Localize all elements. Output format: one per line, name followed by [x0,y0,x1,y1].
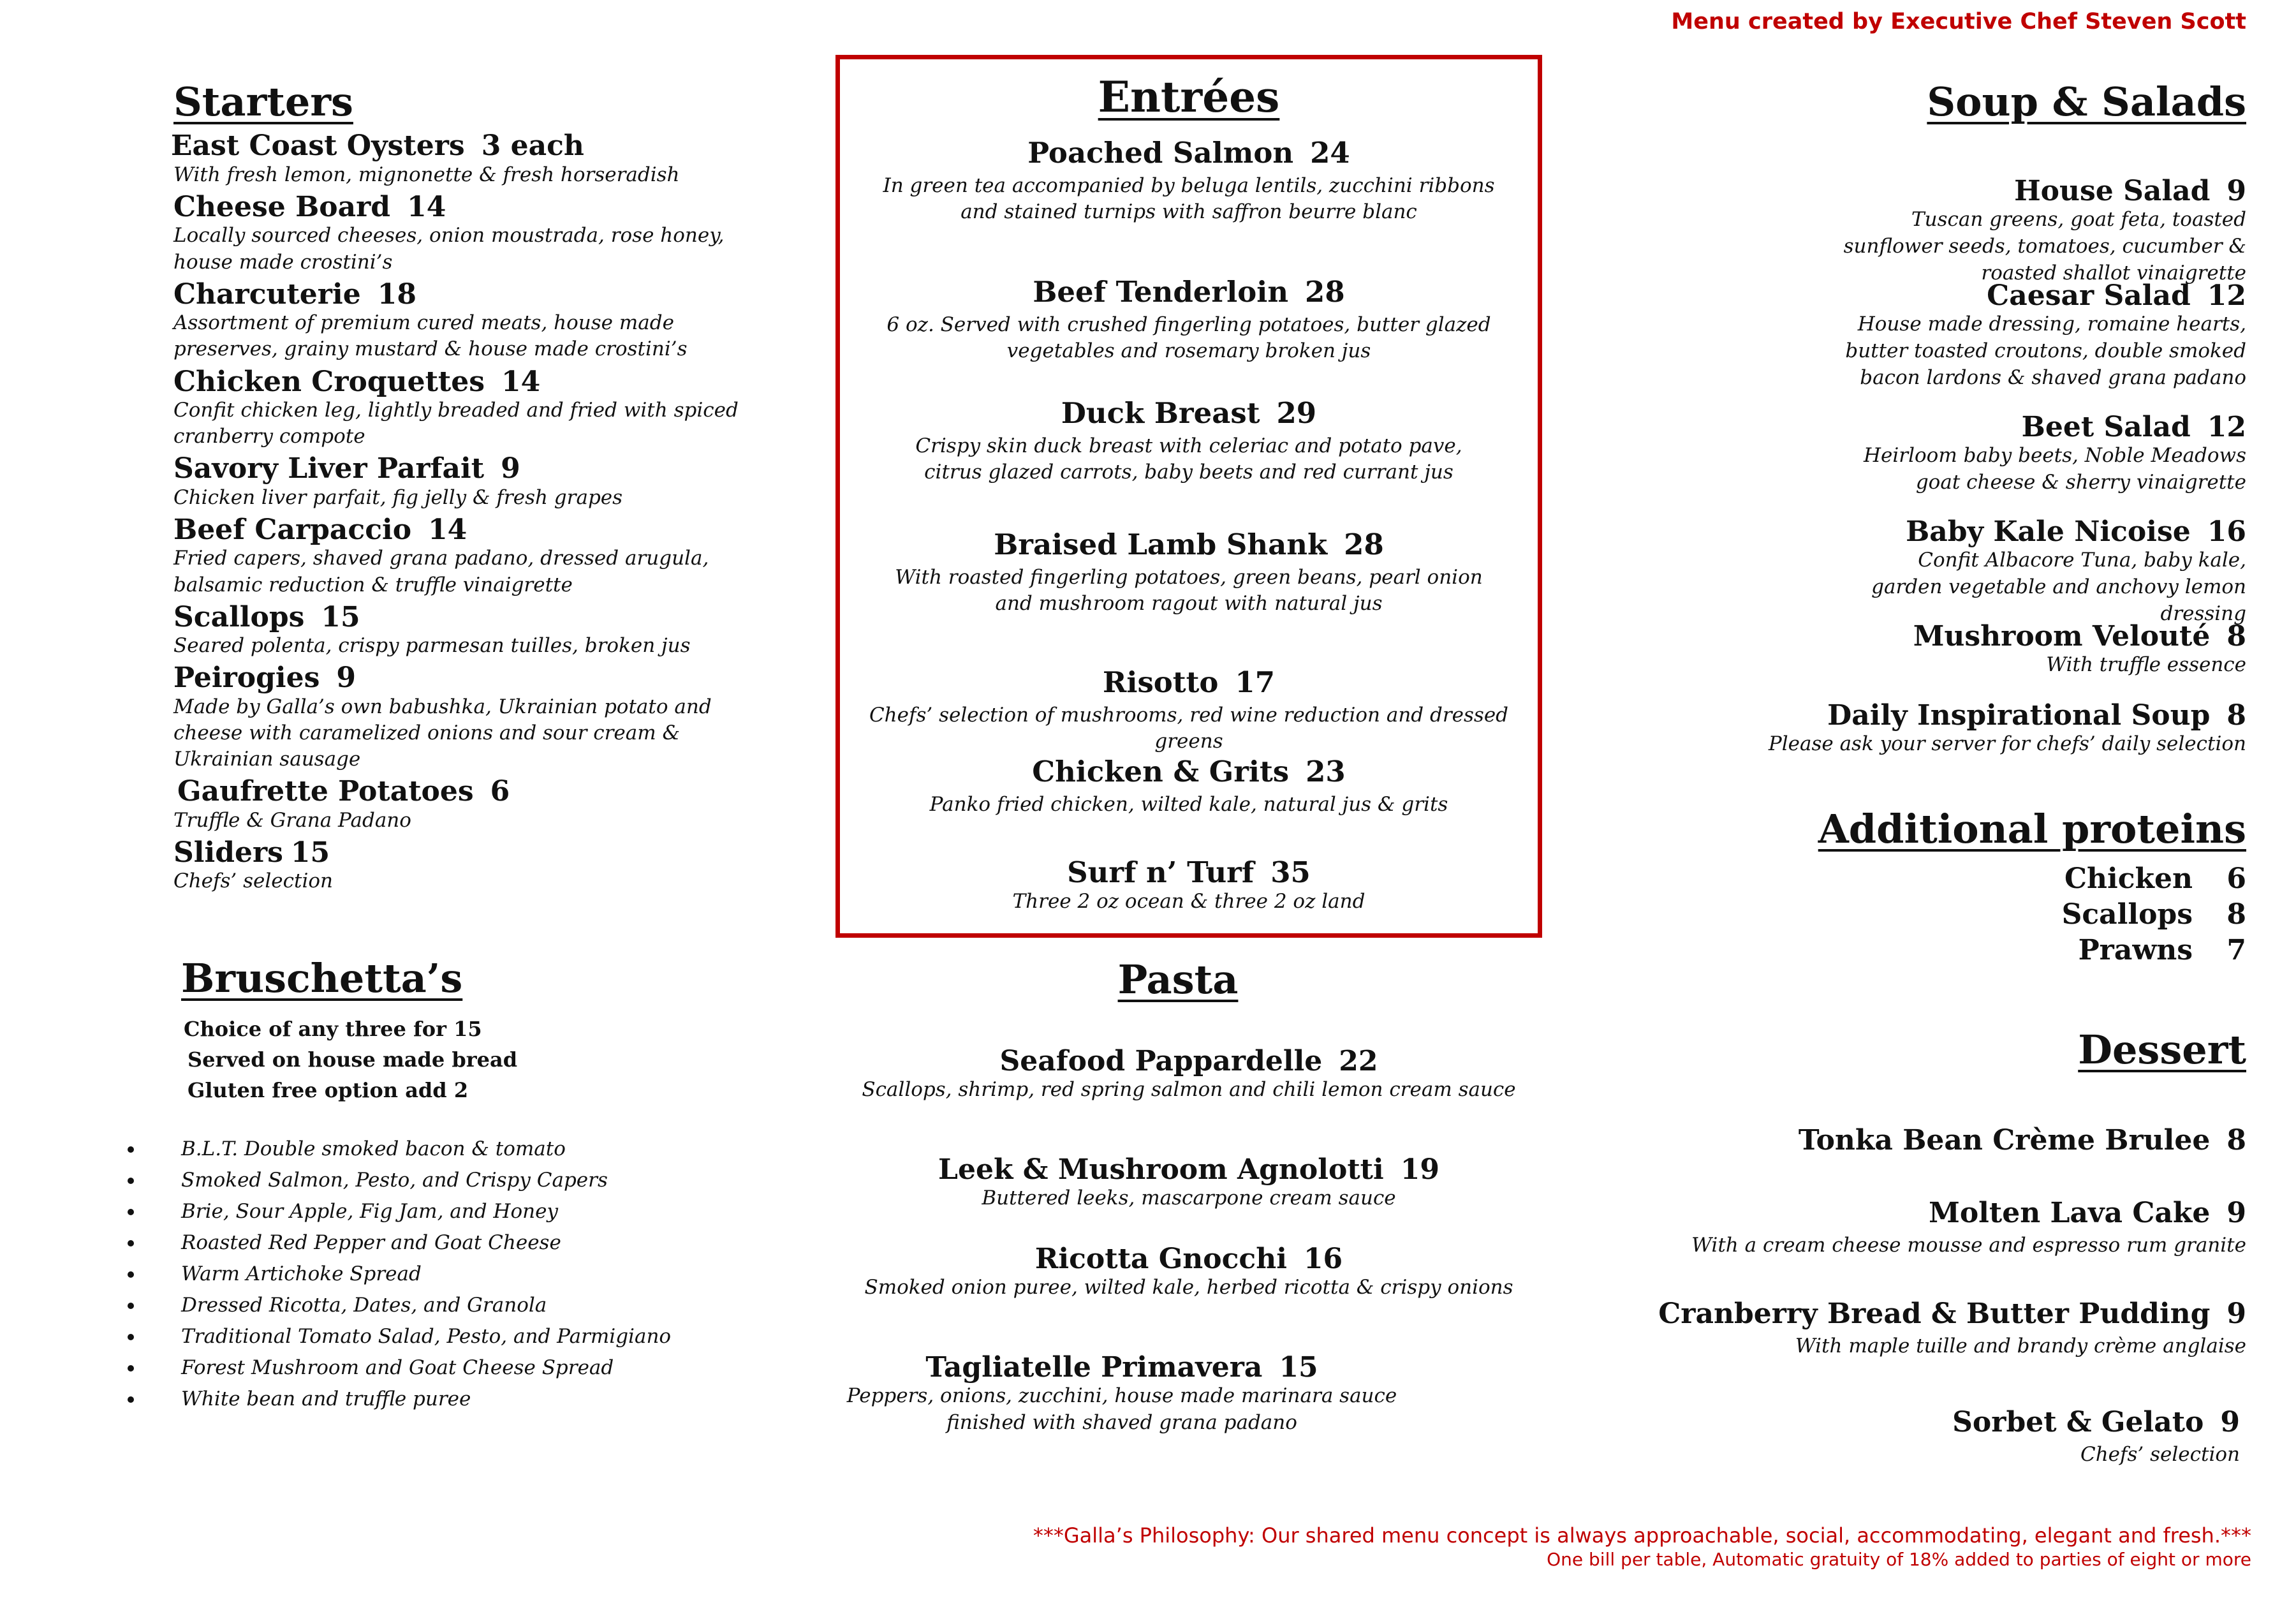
item-price: 17 [1235,665,1276,699]
item-name: Cheese Board [173,190,391,223]
item-name: Peirogies [173,662,320,695]
item-price: 9 [501,452,520,485]
pasta-item [835,1046,1542,1104]
entree-item [840,667,1538,755]
item-name: Beef Carpaccio [173,514,412,546]
dessert-item [1602,1407,2240,1468]
dessert-item [1608,1198,2246,1259]
item-name: Prawns [2078,934,2193,966]
bruschetta-option: Warm Artichoke Spread [128,1259,702,1290]
soup-item [1608,621,2246,679]
bruschetta-option: Traditional Tomato Salad, Pesto, and Parmigiano [128,1321,702,1352]
item-name: Tonka Bean Crème Brulee [1798,1124,2211,1157]
starter-item [173,775,747,834]
item-price: 14 [428,514,467,546]
bruschetta-section [181,956,755,1415]
entree-item [840,756,1538,818]
protein-item [1608,861,2246,897]
bruschetta-option: White bean and truffle puree [128,1384,702,1415]
soup-item [1608,412,2246,496]
item-name: Poached Salmon [1027,136,1294,170]
entree-item [840,529,1538,618]
item-price: 18 [377,277,416,311]
item-name: Baby Kale Nicoise [1906,515,2191,548]
item-desc: Confit Albacore Tuna, baby kale, garden vegetable and anchovy lemon dressing [1871,549,2246,626]
chef-credit: Menu created by Executive Chef Steven Scott [1671,9,2246,34]
item-name: Braised Lamb Shank [994,528,1328,561]
item-price: 7 [2226,934,2246,966]
entree-item [840,276,1538,365]
item-name: Sorbet & Gelato [1952,1406,2204,1439]
gratuity-note: One bill per table, Automatic gratuity of 18% added to parties of eight or more [1547,1549,2251,1570]
item-price: 29 [1276,396,1317,430]
entree-item [840,397,1538,486]
item-price: 9 [336,662,357,695]
starters-section [173,79,747,895]
item-desc: With a cream cheese mousse and espresso rum granite [1691,1234,2246,1257]
item-desc: Seared polenta, crispy parmesan tuilles, broken jus [173,634,691,658]
item-desc: House made dressing, romaine hearts, butter toasted croutons, double smoked bacon lardons & shaved grana padano [1845,313,2246,390]
protein-item [1608,897,2246,933]
item-name: Cranberry Bread & Butter Pudding [1658,1298,2211,1330]
pasta-heading: Pasta [1117,956,1239,1003]
item-desc: With roasted fingerling potatoes, green beans, pearl onion and mushroom ragout with natural jus [895,565,1483,616]
item-price: 9 [2226,175,2246,207]
bruschetta-heading: Bruschetta’s [181,955,463,1002]
item-name: Sliders [173,836,283,869]
item-price: 23 [1306,755,1346,788]
item-name: Caesar Salad [1987,279,2191,312]
bruschetta-option: Brie, Sour Apple, Fig Jam, and Honey [128,1196,702,1227]
right-column [1608,79,2246,1508]
item-price: 12 [2207,411,2246,443]
item-desc: Locally sourced cheeses, onion moustrada, rose honey, house made crostini’s [173,224,725,274]
item-desc: Three 2 oz ocean & three 2 oz land [1012,889,1365,913]
item-name: Daily Inspirational Soup [1827,699,2211,732]
item-name: Scallops [173,600,305,633]
starter-item [173,279,747,363]
pasta-section [835,957,1542,1467]
item-price: 6 [490,775,510,808]
starter-item [171,131,747,188]
item-desc: In green tea accompanied by beluga lentils, zucchini ribbons and stained turnips with saffron beurre blanc [883,174,1495,224]
item-name: Beet Salad [2021,411,2191,443]
item-price: 8 [2226,898,2246,931]
item-name: House Salad [2014,175,2211,207]
item-price: 9 [2226,1197,2246,1229]
entrees-section [835,55,1542,938]
pasta-item [797,1352,1446,1437]
item-name: Ricotta Gnocchi [1034,1243,1287,1275]
entree-item [840,857,1538,915]
bruschetta-info-line: Served on house made bread [188,1047,518,1072]
item-name: Beef Tenderloin [1033,275,1289,309]
item-price: 3 each [481,129,584,163]
item-name: Chicken [2064,862,2193,895]
item-name: Tagliatelle Primavera [925,1351,1263,1384]
starters-heading: Starters [173,78,353,125]
item-price: 24 [1310,136,1350,170]
starter-item [173,454,747,511]
item-price: 16 [1303,1243,1343,1275]
item-desc: Chicken liver parfait, fig jelly & fresh grapes [173,485,623,509]
item-price: 6 [2226,862,2246,895]
item-desc: Made by Galla’s own babushka, Ukrainian potato and cheese with caramelized onions and sour cream & Ukrainian sausage [173,695,712,771]
item-price: 14 [407,190,446,223]
item-price: 28 [1344,528,1384,561]
item-price: 19 [1400,1153,1439,1186]
item-name: Surf n’ Turf [1067,855,1255,889]
item-price: 12 [2207,279,2246,312]
soup-item [1608,281,2246,392]
item-name: Leek & Mushroom Agnolotti [938,1153,1384,1186]
bruschetta-option: Roasted Red Pepper and Goat Cheese [128,1227,702,1259]
item-price: 14 [501,365,541,398]
item-name: Mushroom Velouté [1913,620,2211,653]
item-desc: Chefs’ selection [173,869,333,893]
item-desc: Scallops, shrimp, red spring salmon and chili lemon cream sauce [862,1078,1516,1102]
pasta-item [835,1155,1542,1212]
item-desc: Peppers, onions, zucchini, house made marinara sauce finished with shaved grana padano [846,1384,1397,1435]
bruschetta-option: Smoked Salmon, Pesto, and Crispy Capers [128,1165,702,1196]
bruschetta-info-line: Gluten free option add 2 [188,1078,469,1103]
item-name: Molten Lava Cake [1929,1197,2211,1229]
item-price: 28 [1305,275,1345,309]
item-desc: With fresh lemon, mignonette & fresh horseradish [173,163,680,186]
item-name: Duck Breast [1061,396,1260,430]
starter-item [173,663,747,773]
item-desc: Chefs’ selection of mushrooms, red wine reduction and dressed greens [869,703,1509,753]
bruschetta-info-line: Choice of any three for 15 [184,1017,482,1042]
dessert-heading: Dessert [2078,1026,2246,1073]
item-price: 8 [2226,699,2246,732]
item-name: Gaufrette Potatoes [177,775,474,808]
soups-heading: Soup & Salads [1927,78,2246,125]
item-desc: Crispy skin duck breast with celeriac and potato pave, citrus glazed carrots, baby beets and red currant jus [915,434,1462,484]
soup-item [1608,176,2246,287]
item-name: Charcuterie [173,277,361,311]
proteins-heading: Additional proteins [1818,806,2246,852]
entrees-heading: Entrées [1098,72,1280,122]
bruschetta-option: Forest Mushroom and Goat Cheese Spread [128,1352,702,1384]
entree-item [840,137,1538,226]
item-price: 8 [2226,1124,2246,1157]
item-price: 9 [2226,1298,2246,1330]
item-desc: Tuscan greens, goat feta, toasted sunflower seeds, tomatoes, cucumber & roasted shallot vinaigrette [1843,208,2246,285]
pasta-item [835,1244,1542,1301]
item-price: 8 [2226,620,2246,653]
soup-item [1608,517,2246,628]
item-name: Savory Liver Parfait [173,452,485,485]
item-price: 15 [290,836,330,869]
item-desc: Fried capers, shaved grana padano, dressed arugula, balsamic reduction & truffle vinaigrette [173,547,709,596]
item-desc: Smoked onion puree, wilted kale, herbed ricotta & crispy onions [864,1276,1513,1299]
starter-item [173,515,747,598]
item-price: 16 [2207,515,2246,548]
starter-item [173,602,747,660]
soup-item [1608,700,2246,758]
item-price: 15 [321,600,360,633]
item-price: 15 [1279,1351,1318,1384]
starter-item [173,367,747,450]
item-desc: With maple tuille and brandy crème anglaise [1795,1335,2246,1358]
dessert-item [1608,1125,2246,1156]
bruschetta-options [128,1134,702,1415]
dessert-item [1608,1299,2246,1360]
item-name: Chicken Croquettes [173,365,485,398]
starter-item [173,192,747,276]
bruschetta-option: B.L.T. Double smoked bacon & tomato [128,1134,702,1165]
item-name: Risotto [1102,665,1219,699]
protein-item [1608,933,2246,968]
item-desc: Truffle & Grana Padano [173,808,411,832]
bruschetta-option: Dressed Ricotta, Dates, and Granola [128,1290,702,1321]
item-desc: With truffle essence [2046,653,2246,677]
item-price: 22 [1339,1045,1378,1077]
item-desc: Please ask your server for chefs’ daily selection [1768,732,2246,756]
item-name: Scallops [2061,898,2193,931]
item-price: 9 [2220,1406,2240,1439]
item-desc: Confit chicken leg, lightly breaded and fried with spiced cranberry compote [173,398,739,448]
item-name: East Coast Oysters [171,129,465,163]
item-price: 35 [1270,855,1311,889]
item-desc: 6 oz. Served with crushed fingerling potatoes, butter glazed vegetables and rosemary broken jus [887,313,1491,363]
item-name: Seafood Pappardelle [999,1045,1323,1077]
item-desc: Buttered leeks, mascarpone cream sauce [982,1187,1396,1210]
item-desc: Chefs’ selection [2080,1443,2240,1467]
item-desc: Panko fried chicken, wilted kale, natural jus & grits [929,792,1448,816]
protein-list [1608,861,2246,968]
item-desc: Assortment of premium cured meats, house made preserves, grainy mustard & house made crostini’s [173,311,688,361]
item-desc: Heirloom baby beets, Noble Meadows goat cheese & sherry vinaigrette [1863,444,2246,494]
starter-item [173,838,747,895]
item-name: Chicken & Grits [1032,755,1290,788]
philosophy-note: ***Galla’s Philosophy: Our shared menu concept is always approachable, social, accommodating, elegant and fresh.*** [1033,1523,2251,1548]
bruschetta-info [181,1014,755,1106]
